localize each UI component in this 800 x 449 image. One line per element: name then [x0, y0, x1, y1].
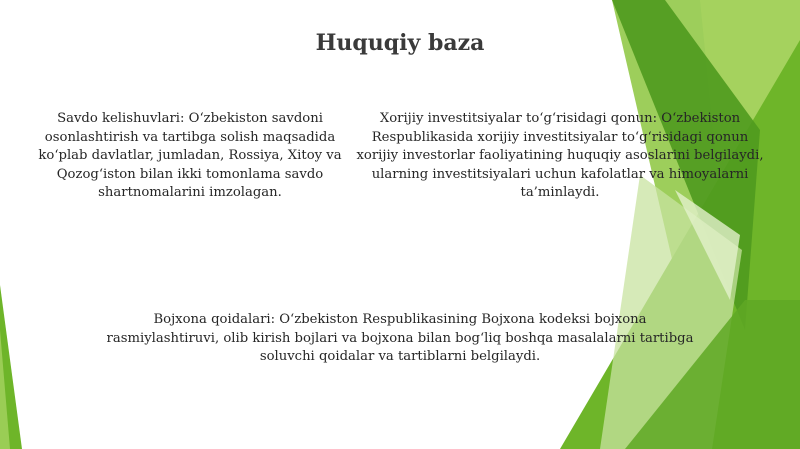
foreign-investment-law-paragraph: Xorijiy investitsiyalar to‘g‘risidagi qonun: O‘zbekiston Respublikasida xorijiy investitsiyalar to‘g‘risidagi qonun xorijiy investorlar faoliyatining huquqiy asoslarini belgilaydi, ularning investitsiyalari uchun kafolatlar va himoyalarni ta’minlaydi.	[356, 111, 764, 201]
customs-rules-paragraph: Bojxona qoidalari: O‘zbekiston Respublikasining Bojxona kodeksi bojxona rasmiylashtiruvi, olib kirish bojlari va bojxona bilan bog‘liq boshqa masalalarni tartibga soluvchi qoidalar va tartiblarni belgilaydi.	[106, 312, 694, 365]
page-title: Huquqiy baza	[315, 30, 485, 56]
trade-agreements-paragraph: Savdo kelishuvlari: O‘zbekiston savdoni osonlashtirish va tartibga solish maqsadida ko‘plab davlatlar, jumladan, Rossiya, Xitoy va Qozog‘iston bilan ikki tomonlama savdo shartnomalarini imzolagan.	[38, 111, 342, 201]
